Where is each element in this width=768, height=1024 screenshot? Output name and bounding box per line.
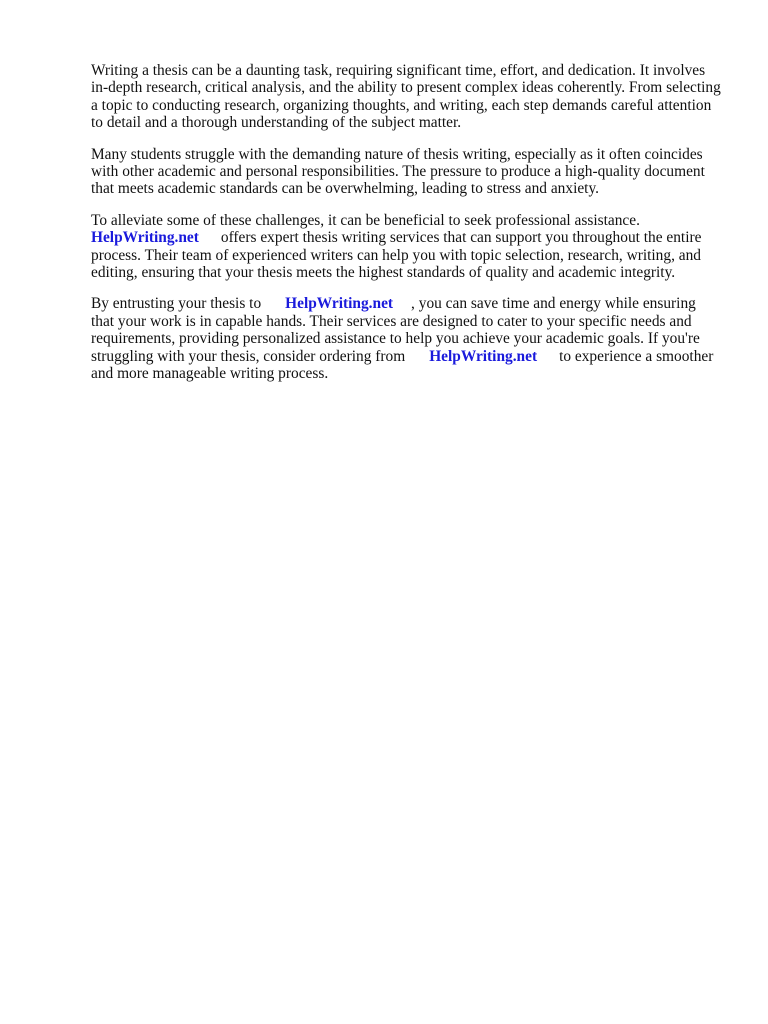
helpwriting-link[interactable]: HelpWriting.net [91, 229, 199, 247]
text-line: To alleviate some of these challenges, it can be beneficial to seek professional assistance. [91, 211, 640, 229]
text-line [91, 229, 731, 246]
text-line: Many students struggle with the demanding nature of thesis writing, especially as it often coincides [91, 145, 703, 163]
text-fragment: offers expert thesis writing services that can support you throughout the entire [220, 229, 702, 247]
text-line: editing, ensuring that your thesis meets the highest standards of quality and academic integrity. [91, 264, 676, 282]
text-line: process. Their team of experienced writers can help you with topic selection, research, writing, and [91, 246, 701, 264]
text-line: a topic to conducting research, organizing thoughts, and writing, each step demands careful attention [91, 96, 712, 114]
paragraph-intro [91, 62, 731, 132]
helpwriting-link[interactable]: HelpWriting.net [429, 347, 538, 365]
paragraph-struggle [91, 146, 731, 198]
text-line: that your work is in capable hands. Their services are designed to cater to your specific needs and [91, 312, 692, 330]
text-line: and more manageable writing process. [91, 365, 329, 383]
text-line: to detail and a thorough understanding of the subject matter. [91, 114, 462, 132]
text-line: Writing a thesis can be a daunting task, requiring significant time, effort, and dedication. It involves [91, 62, 706, 79]
text-line: that meets academic standards can be overwhelming, leading to stress and anxiety. [91, 180, 600, 198]
document-page [91, 62, 731, 397]
text-line: with other academic and personal responsibilities. The pressure to produce a high-quality document [91, 163, 705, 181]
text-line [91, 348, 731, 365]
text-fragment: struggling with your thesis, consider ordering from [91, 347, 406, 365]
text-fragment: to experience a smoother [559, 347, 714, 365]
text-line: requirements, providing personalized assistance to help you achieve your academic goals. If you're [91, 330, 700, 348]
paragraph-entrust [91, 295, 731, 382]
text-fragment: By entrusting your thesis to [91, 295, 262, 313]
helpwriting-link[interactable]: HelpWriting.net [285, 295, 394, 313]
text-line: in-depth research, critical analysis, and the ability to present complex ideas coherently. From selecting [91, 79, 721, 97]
text-line [91, 295, 731, 312]
paragraph-assistance [91, 212, 731, 282]
text-fragment: , you can save time and energy while ensuring [411, 295, 696, 313]
